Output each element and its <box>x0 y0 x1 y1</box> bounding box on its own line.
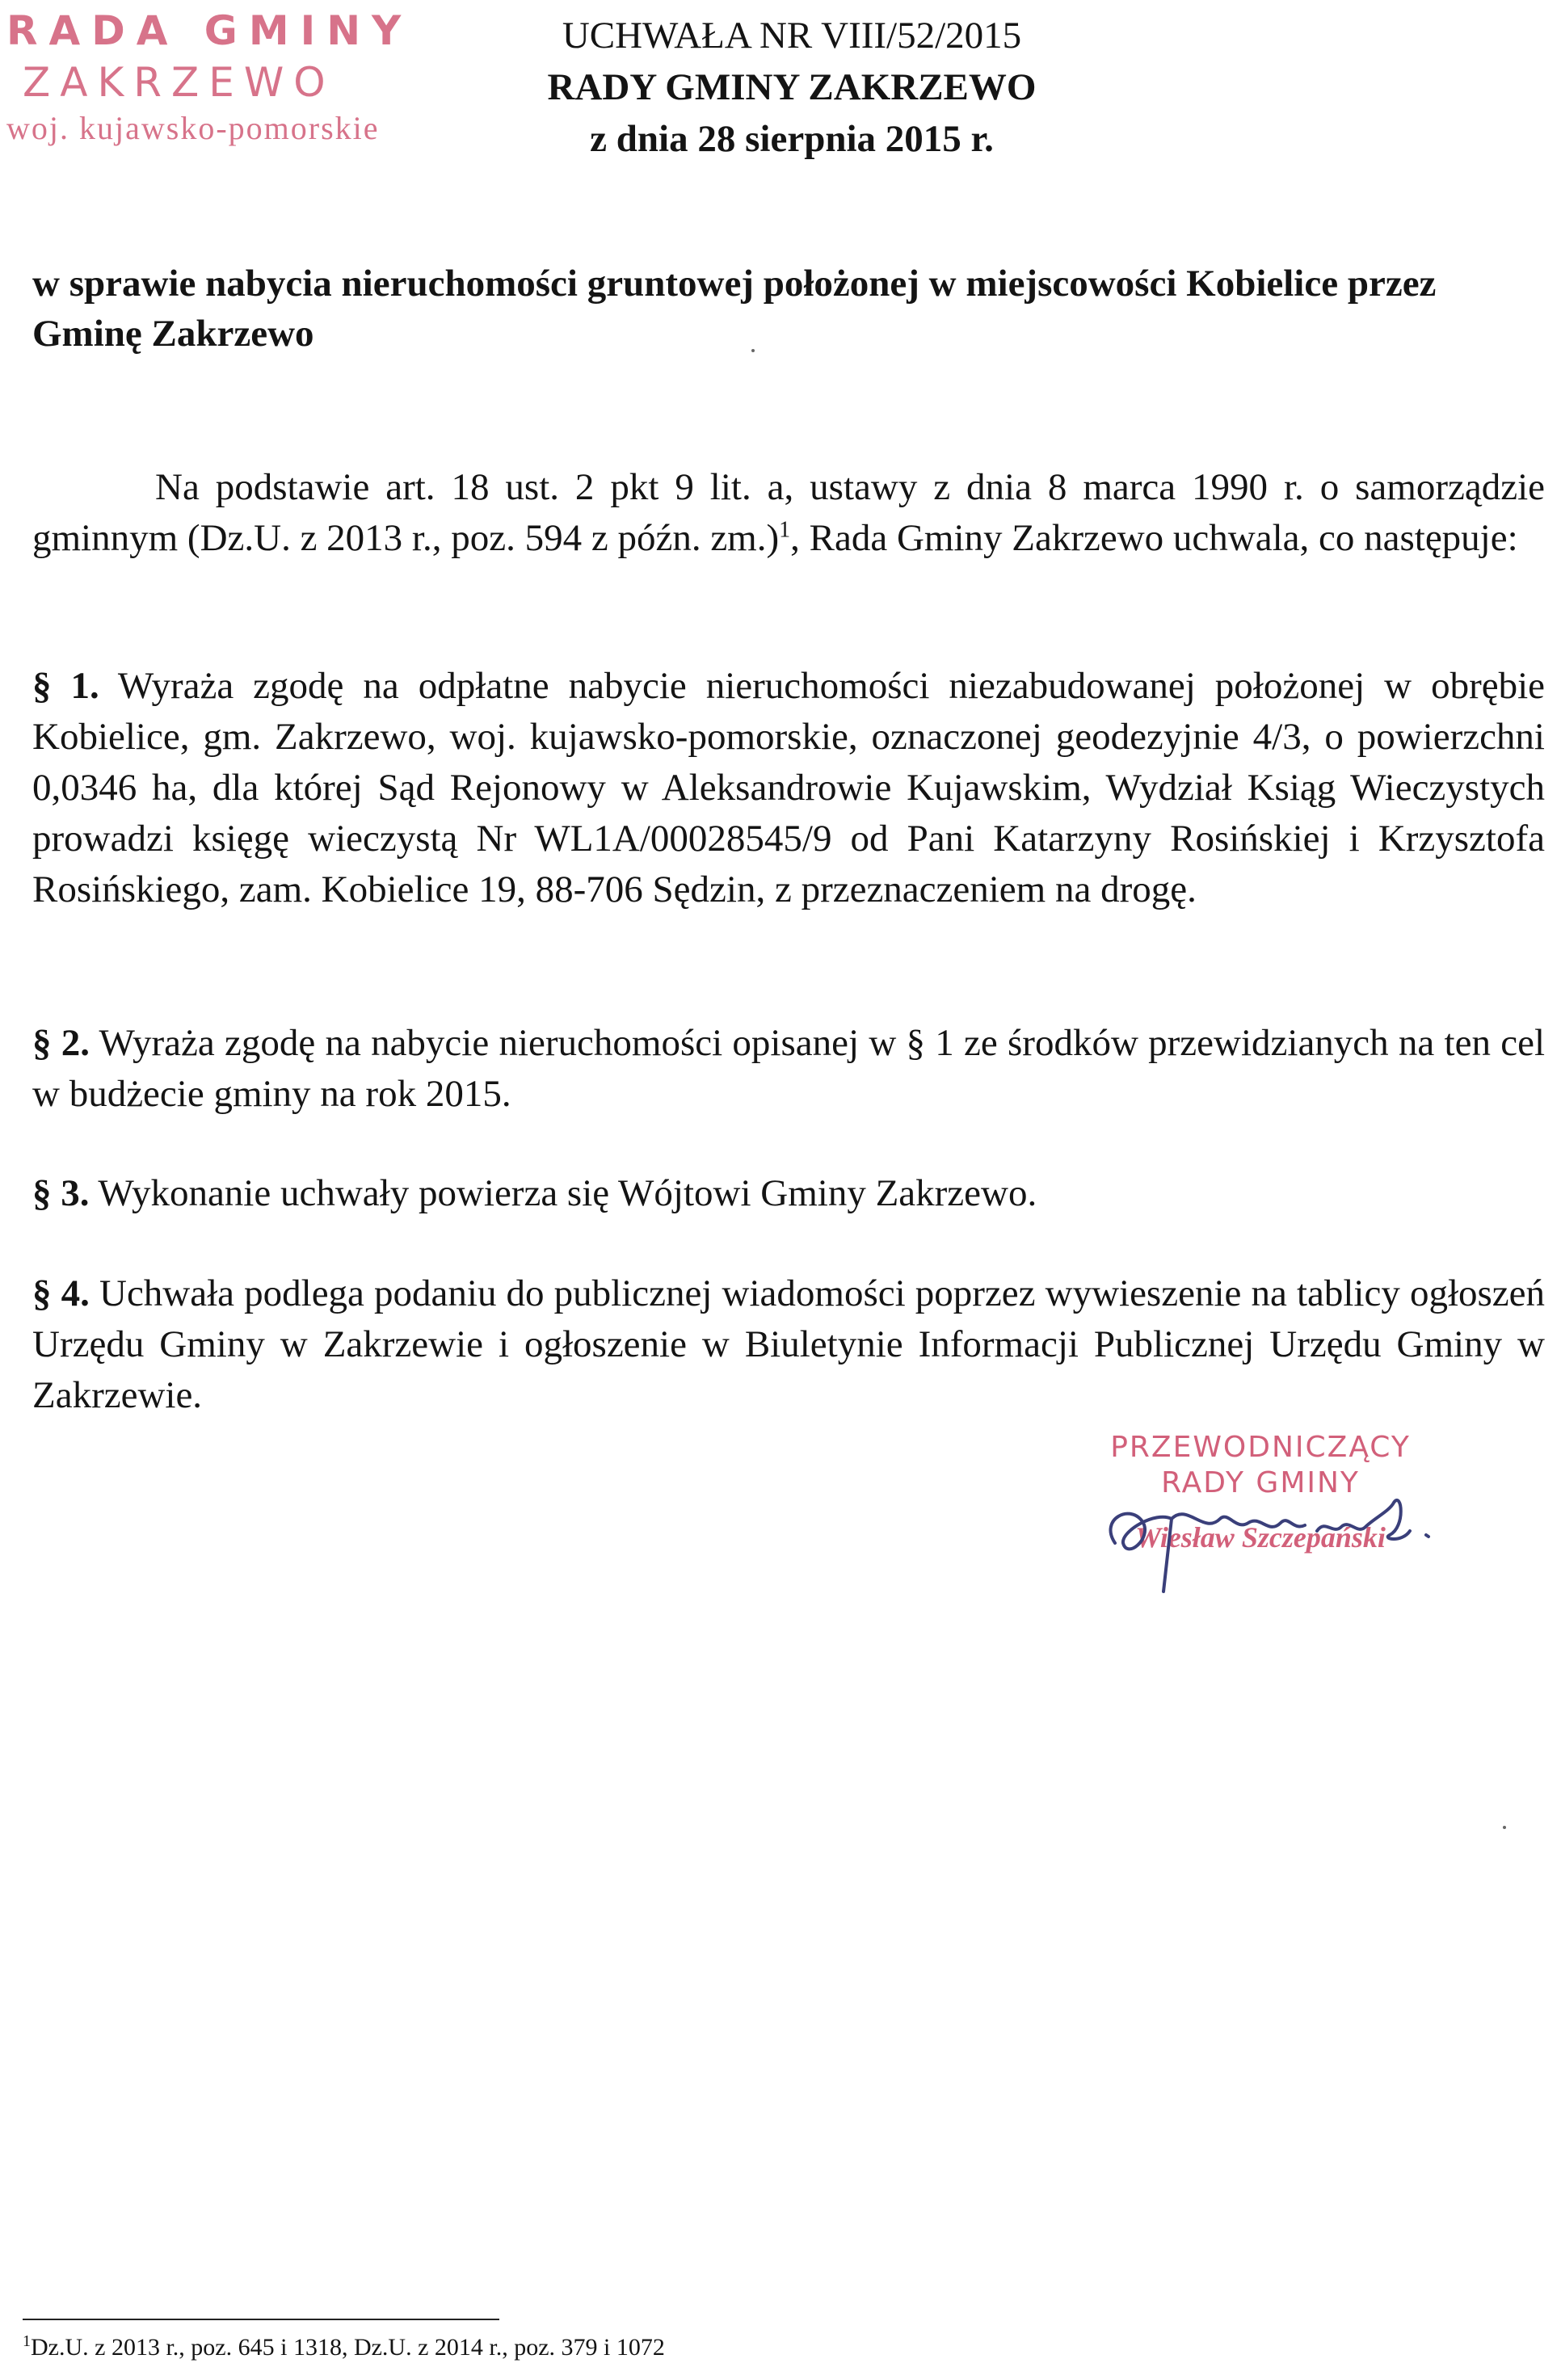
council-title: RADY GMINY <box>1161 1466 1360 1499</box>
paragraph-2 <box>32 1018 1545 1120</box>
scan-dot <box>751 349 755 352</box>
chairman-title: PRZEWODNICZĄCY <box>1110 1431 1411 1464</box>
handwritten-signature-icon <box>1083 1454 1471 1608</box>
paragraph-1 <box>32 661 1545 915</box>
paragraph-number: § 4. <box>32 1272 90 1314</box>
paragraph-number: § 1. <box>32 665 99 707</box>
council-stamp <box>6 5 427 149</box>
chairman-name: Wiesław Szczepański <box>1135 1521 1386 1554</box>
paragraph-3 <box>32 1168 1545 1219</box>
paragraph-text: Wykonanie uchwały powierza się Wójtowi Gminy Zakrzewo. <box>98 1172 1037 1214</box>
paragraph-text: Wyraża zgodę na nabycie nieruchomości opisanej w § 1 ze środków przewidzianych na ten cel w budżecie gminy na rok 2015. <box>32 1022 1546 1115</box>
paragraph-text: Wyraża zgodę na odpłatne nabycie nieruchomości niezabudowanej położonej w obrębie Kobielice, gm. Zakrzewo, woj. kujawsko-pomorskie, oznaczonej geodezyjnie 4/3, o powierzchni 0,0346 ha, dla której Sąd Rejonowy w Aleksandrowie Kujawskim, Wydział Ksiąg Wieczystych prowadzi księgę wieczystą Nr WL1A/00028545/9 od Pani Katarzyny Rosińskiej i Krzysztofa Rosińskiego, zam. Kobielice 19, 88-706 Sędzin, z przeznaczeniem na drogę. <box>32 665 1545 910</box>
legal-basis-text-end: , Rada Gminy Zakrzewo uchwala, co następuje: <box>790 517 1518 559</box>
footnote <box>23 2332 992 2364</box>
paragraph-4 <box>32 1268 1545 1421</box>
resolution-subject: w sprawie nabycia nieruchomości gruntowej położonej w miejscowości Kobielice przez Gminę Zakrzewo <box>32 263 1437 355</box>
footnote-text: Dz.U. z 2013 r., poz. 645 i 1318, Dz.U. z 2014 r., poz. 379 i 1072 <box>31 2334 665 2361</box>
scan-dot <box>1503 1826 1506 1829</box>
paragraph-text: Uchwała podlega podaniu do publicznej wiadomości poprzez wywieszenie na tablicy ogłoszeń Urzędu Gminy w Zakrzewie i ogłoszenie w Biuletynie Informacji Publicznej Urzędu Gminy w Zakrzewie. <box>32 1272 1546 1416</box>
paragraph-number: § 2. <box>32 1022 90 1064</box>
stamp-line-1: RADA GMINY <box>6 7 413 54</box>
footnote-reference: 1 <box>779 517 791 543</box>
resolution-number: UCHWAŁA NR VIII/52/2015 <box>562 15 1022 57</box>
resolution-header <box>477 10 1107 165</box>
stamp-line-3: woj. kujawsko-pomorskie <box>6 110 380 146</box>
footnote-marker: 1 <box>23 2332 31 2350</box>
footnote-separator <box>23 2319 499 2320</box>
paragraph-number: § 3. <box>32 1172 90 1214</box>
council-name: RADY GMINY ZAKRZEWO <box>547 66 1037 108</box>
legal-basis-text: Na podstawie art. 18 ust. 2 pkt 9 lit. a, ustawy z dnia 8 marca 1990 r. o samorządzie gminnym (Dz.U. z 2013 r., poz. 594 z późn. zm.) <box>32 466 1545 559</box>
legal-basis-paragraph <box>32 462 1545 564</box>
resolution-date: z dnia 28 sierpnia 2015 r. <box>590 118 994 160</box>
stamp-line-2: ZAKRZEWO <box>23 59 335 106</box>
